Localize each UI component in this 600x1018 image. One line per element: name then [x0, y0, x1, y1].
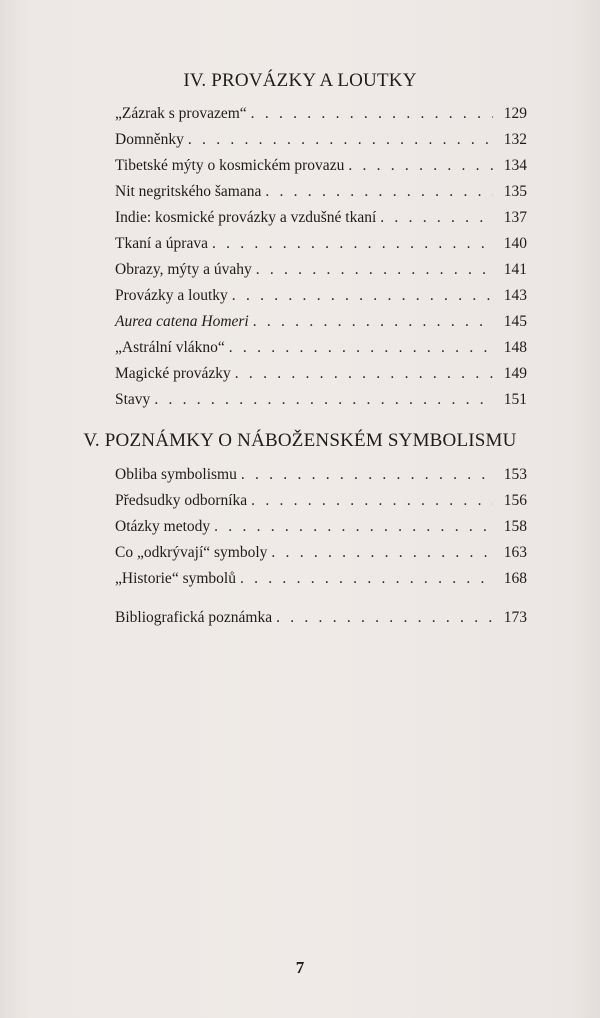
toc-list-section-v: [115, 462, 527, 592]
dot-leader: [240, 566, 493, 592]
toc-entry-page: 137: [503, 209, 527, 226]
dot-leader: [251, 488, 493, 514]
page-number: 7: [295, 958, 305, 977]
toc-entry-page: 173: [503, 609, 527, 626]
dot-leader: [232, 283, 493, 309]
toc-entry-title: Obliba symbolismu: [115, 466, 237, 483]
toc-entry-title: Otázky metody: [115, 518, 211, 535]
toc-entry-title: Nit negritského šamana: [115, 183, 262, 200]
dot-leader: [229, 335, 493, 361]
dot-leader: [276, 605, 493, 631]
toc-entry-title: Provázky a loutky: [115, 287, 228, 304]
toc-entry: [115, 283, 527, 309]
toc-entry-title: Bibliografická poznámka: [115, 609, 273, 626]
toc-entry-title: Tibetské mýty o kosmickém provazu: [115, 157, 345, 174]
dot-leader: [188, 127, 493, 153]
dot-leader: [380, 205, 493, 231]
toc-entry-page: 129: [503, 105, 527, 122]
toc-appendix: [115, 605, 527, 631]
toc-entry-bibliography: [115, 605, 527, 631]
toc-entry-page: 134: [503, 157, 527, 174]
dot-leader: [253, 309, 493, 335]
toc-entry: [115, 540, 527, 566]
toc-entry-title: Aurea catena Homeri: [115, 313, 249, 330]
toc-entry: [115, 127, 527, 153]
toc-entry-title: Obrazy, mýty a úvahy: [115, 261, 252, 278]
toc-entry-page: 148: [503, 339, 527, 356]
section-heading-iv: IV. PROVÁZKY A LOUTKY: [183, 70, 417, 91]
toc-entry: [115, 257, 527, 283]
toc-entry-title: Co „odkrývají“ symboly: [115, 544, 268, 561]
dot-leader: [256, 257, 493, 283]
dot-leader: [271, 540, 493, 566]
toc-entry-page: 156: [503, 492, 527, 509]
toc-entry-title: Stavy: [115, 391, 151, 408]
toc-entry-page: 135: [503, 183, 527, 200]
toc-entry: [115, 566, 527, 592]
dot-leader: [348, 153, 493, 179]
toc-entry-page: 141: [503, 261, 527, 278]
toc-entry: [115, 335, 527, 361]
toc-entry-page: 153: [503, 466, 527, 483]
toc-entry-page: 132: [503, 131, 527, 148]
toc-entry-page: 145: [503, 313, 527, 330]
toc-entry-title: Předsudky odborníka: [115, 492, 248, 509]
dot-leader: [214, 514, 493, 540]
dot-leader: [265, 179, 493, 205]
toc-entry-title: „Historie“ symbolů: [115, 570, 236, 587]
toc-entry-page: 149: [503, 365, 527, 382]
toc-entry-page: 168: [503, 570, 527, 587]
toc-entry-title: Domněnky: [115, 131, 184, 148]
toc-entry: [115, 231, 527, 257]
toc-entry-page: 163: [503, 544, 527, 561]
toc-entry: [115, 179, 527, 205]
dot-leader: [251, 101, 493, 127]
toc-entry-title: „Zázrak s provazem“: [115, 105, 247, 122]
toc-entry: [115, 101, 527, 127]
toc-entry-title: Tkaní a úprava: [115, 235, 208, 252]
toc-entry: [115, 462, 527, 488]
dot-leader: [154, 387, 493, 413]
toc-list-section-iv: [115, 101, 527, 413]
toc-entry-title: Magické provázky: [115, 365, 231, 382]
toc-entry: [115, 387, 527, 413]
toc-entry: [115, 361, 527, 387]
dot-leader: [241, 462, 493, 488]
toc-entry-page: 143: [503, 287, 527, 304]
toc-entry-page: 140: [503, 235, 527, 252]
toc-entry-title: „Astrální vlákno“: [115, 339, 225, 356]
toc-entry: [115, 205, 527, 231]
toc-entry-page: 158: [503, 518, 527, 535]
toc-entry: [115, 514, 527, 540]
toc-entry-page: 151: [503, 391, 527, 408]
toc-entry: [115, 309, 527, 335]
toc-entry: [115, 488, 527, 514]
section-heading-v: V. POZNÁMKY O NÁBOŽENSKÉM SYMBOLISMU: [83, 430, 517, 451]
toc-entry-title: Indie: kosmické provázky a vzdušné tkaní: [115, 209, 377, 226]
dot-leader: [235, 361, 493, 387]
toc-entry: [115, 153, 527, 179]
dot-leader: [212, 231, 493, 257]
